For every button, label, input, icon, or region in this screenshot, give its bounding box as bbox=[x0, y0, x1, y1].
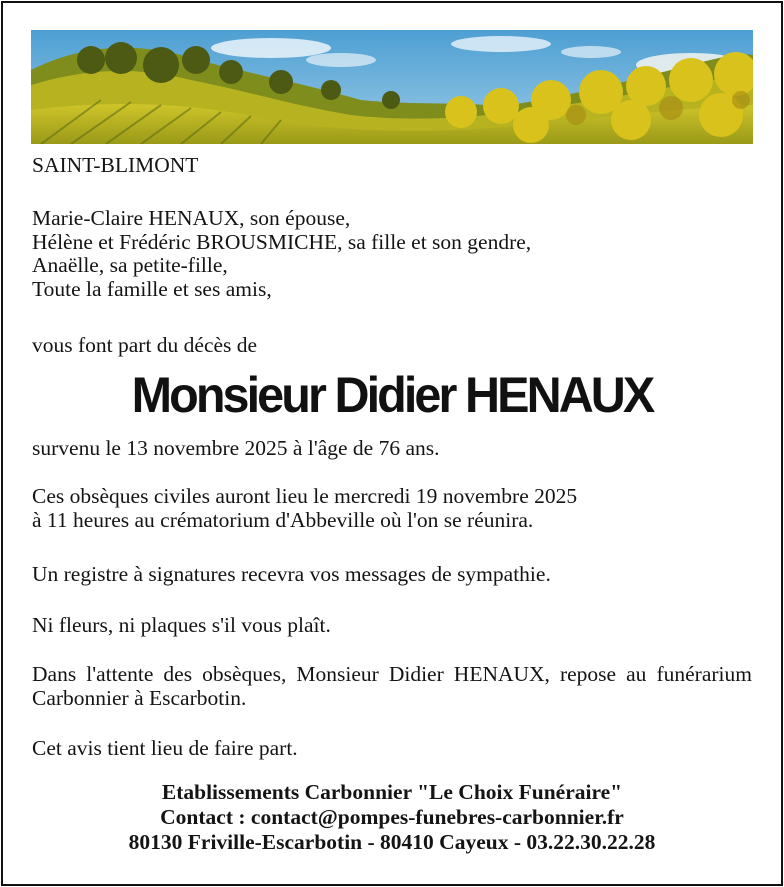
rest-location-paragraph: Dans l'attente des obsèques, Monsieur Didier HENAUX, repose au funérarium Carbonnier à Escarbotin. bbox=[32, 662, 752, 710]
funeral-home-footer bbox=[0, 780, 784, 855]
funeral-line: à 11 heures au crématorium d'Abbeville où l'on se réunira. bbox=[32, 507, 534, 532]
funeral-details bbox=[32, 485, 752, 532]
town-name: SAINT-BLIMONT bbox=[32, 153, 199, 177]
company-name: Etablissements Carbonnier "Le Choix Funéraire" bbox=[161, 780, 623, 804]
family-line: Toute la famille et ses amis, bbox=[32, 276, 272, 301]
vineyard-banner-image bbox=[31, 30, 753, 144]
death-details: survenu le 13 novembre 2025 à l'âge de 76 ans. bbox=[32, 436, 440, 460]
flowers-note: Ni fleurs, ni plaques s'il vous plaît. bbox=[32, 613, 331, 637]
closing-note: Cet avis tient lieu de faire part. bbox=[32, 736, 298, 760]
family-line: Marie-Claire HENAUX, son épouse, bbox=[32, 206, 351, 230]
family-list bbox=[32, 207, 531, 301]
address-phone: 80130 Friville-Escarbotin - 80410 Cayeux - 03.22.30.22.28 bbox=[128, 830, 656, 854]
funeral-line: Ces obsèques civiles auront lieu le mercredi 19 novembre 2025 bbox=[32, 484, 578, 508]
family-line: Hélène et Frédéric BROUSMICHE, sa fille et son gendre, bbox=[32, 229, 532, 254]
deceased-name-heading: Monsieur Didier HENAUX bbox=[131, 367, 653, 423]
family-line: Anaëlle, sa petite-fille, bbox=[32, 253, 228, 277]
announcement-intro: vous font part du décès de bbox=[32, 333, 258, 357]
contact-email: Contact : contact@pompes-funebres-carbonnier.fr bbox=[160, 805, 624, 829]
registry-note: Un registre à signatures recevra vos messages de sympathie. bbox=[32, 562, 551, 586]
